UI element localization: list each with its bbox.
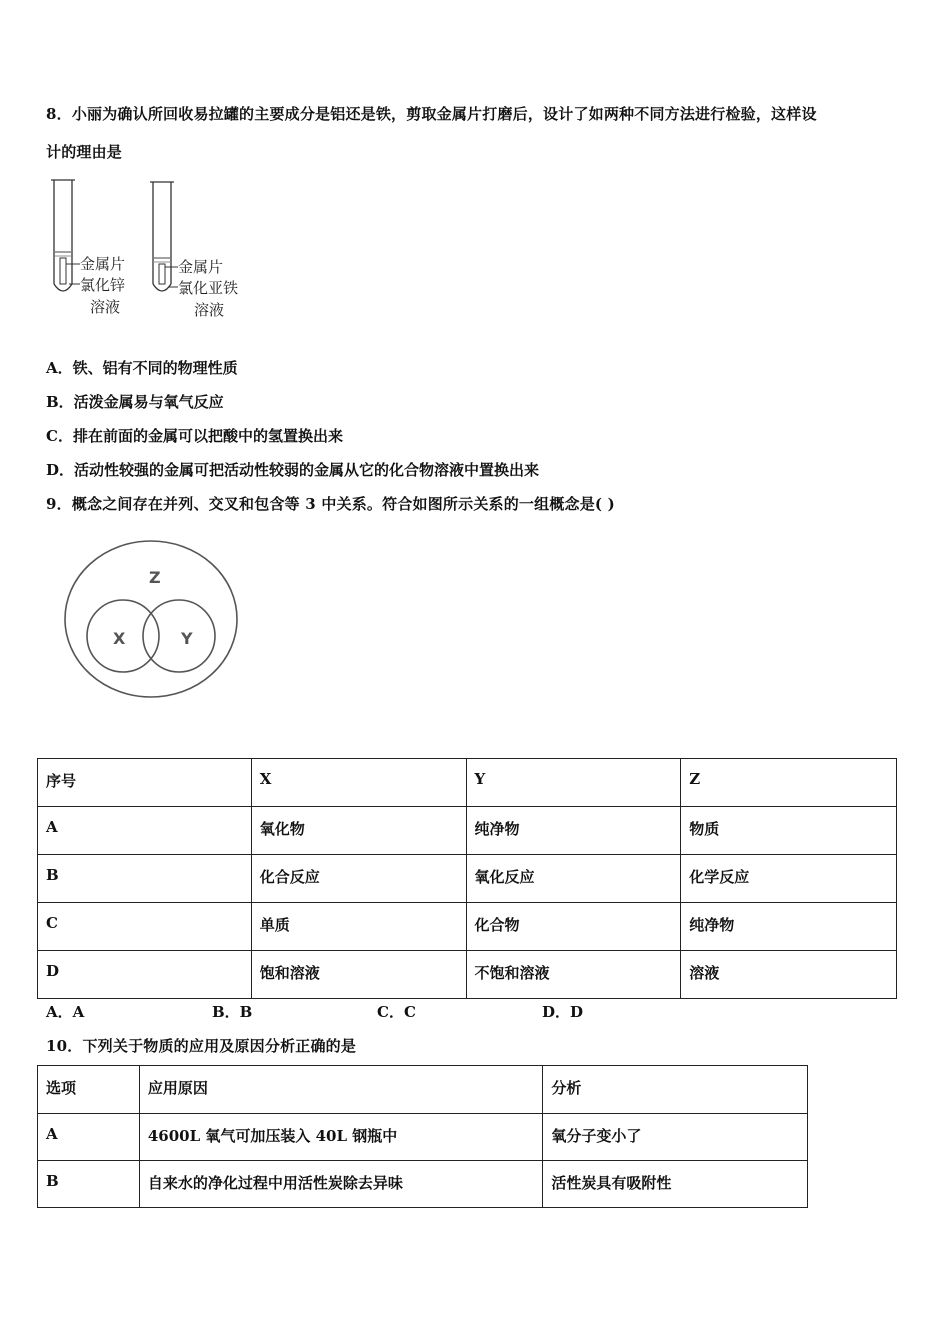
table-cell: 氧分子变小了: [543, 1114, 808, 1161]
header-cell: X: [251, 759, 466, 807]
header-cell: 序号: [38, 759, 252, 807]
q8-option-b: B．活泼金属易与氧气反应: [46, 393, 224, 411]
venn-label-y: Y: [181, 629, 193, 648]
venn-label-z: Z: [149, 568, 161, 587]
venn-label-x: X: [113, 629, 126, 648]
tube1-label-solution-line1: 氯化锌: [80, 276, 126, 294]
q10-stem: 10．下列关于物质的应用及原因分析正确的是: [46, 1037, 357, 1055]
table-cell: 纯净物: [681, 903, 897, 951]
table-cell: 氧化物: [251, 807, 466, 855]
tube1-label-metal: 金属片: [80, 255, 126, 273]
q10-analysis-table: [37, 1065, 808, 1208]
table-header-row: [38, 759, 897, 807]
table-cell: 溶液: [681, 951, 897, 999]
table-row: [38, 903, 897, 951]
table-row: [38, 1161, 808, 1208]
q8-test-tube-figure: [40, 172, 260, 322]
table-row: [38, 807, 897, 855]
table-row: [38, 1114, 808, 1161]
table-cell: D: [38, 951, 252, 999]
q8-stem-line2: 计的理由是: [46, 143, 123, 161]
table-cell: 自来水的净化过程中用活性炭除去异味: [139, 1161, 542, 1208]
header-cell: 分析: [543, 1066, 808, 1114]
table-cell: 纯净物: [466, 807, 681, 855]
table-cell: B: [38, 855, 252, 903]
header-cell: 应用原因: [139, 1066, 542, 1114]
q9-answer-c: C．C: [377, 1003, 416, 1021]
q8-stem-line1: 8．小丽为确认所回收易拉罐的主要成分是铝还是铁，剪取金属片打磨后，设计了如两种不同方法进行检验，这样设: [46, 105, 817, 123]
header-cell: Z: [681, 759, 897, 807]
q9-stem: 9．概念之间存在并列、交叉和包含等 3 中关系。符合如图所示关系的一组概念是( ): [46, 495, 615, 513]
q8-option-d: D．活动性较强的金属可把活动性较弱的金属从它的化合物溶液中置换出来: [46, 461, 540, 479]
table-cell: 活性炭具有吸附性: [543, 1161, 808, 1208]
table-header-row: [38, 1066, 808, 1114]
venn-circle-y: [143, 600, 215, 672]
test-tube-2: [150, 182, 178, 291]
q9-answer-d: D．D: [542, 1003, 584, 1021]
header-cell: Y: [466, 759, 681, 807]
table-cell: 物质: [681, 807, 897, 855]
q9-concept-table: [37, 758, 897, 999]
q8-option-a: A．铁、铝有不同的物理性质: [46, 359, 238, 377]
header-cell: 选项: [38, 1066, 140, 1114]
table-cell: A: [38, 1114, 140, 1161]
table-cell: 氧化反应: [466, 855, 681, 903]
test-tube-1: [51, 180, 80, 291]
table-cell: 化学反应: [681, 855, 897, 903]
tube1-label-solution-line2: 溶液: [90, 298, 121, 316]
table-cell: A: [38, 807, 252, 855]
tube2-label-solution-line2: 溶液: [194, 301, 225, 319]
table-cell: 4600L 氧气可加压装入 40L 钢瓶中: [139, 1114, 542, 1161]
q9-answer-a: A．A: [46, 1003, 85, 1021]
q9-venn-diagram: [60, 535, 245, 705]
tube2-label-solution-line1: 氯化亚铁: [178, 279, 239, 297]
table-cell: C: [38, 903, 252, 951]
table-row: [38, 855, 897, 903]
table-cell: 化合反应: [251, 855, 466, 903]
table-cell: 饱和溶液: [251, 951, 466, 999]
table-cell: 单质: [251, 903, 466, 951]
q8-option-c: C．排在前面的金属可以把酸中的氢置换出来: [46, 427, 343, 445]
table-cell: B: [38, 1161, 140, 1208]
q9-answer-b: B．B: [212, 1003, 253, 1021]
table-row: [38, 951, 897, 999]
tube2-label-metal: 金属片: [178, 258, 224, 276]
table-cell: 不饱和溶液: [466, 951, 681, 999]
table-cell: 化合物: [466, 903, 681, 951]
